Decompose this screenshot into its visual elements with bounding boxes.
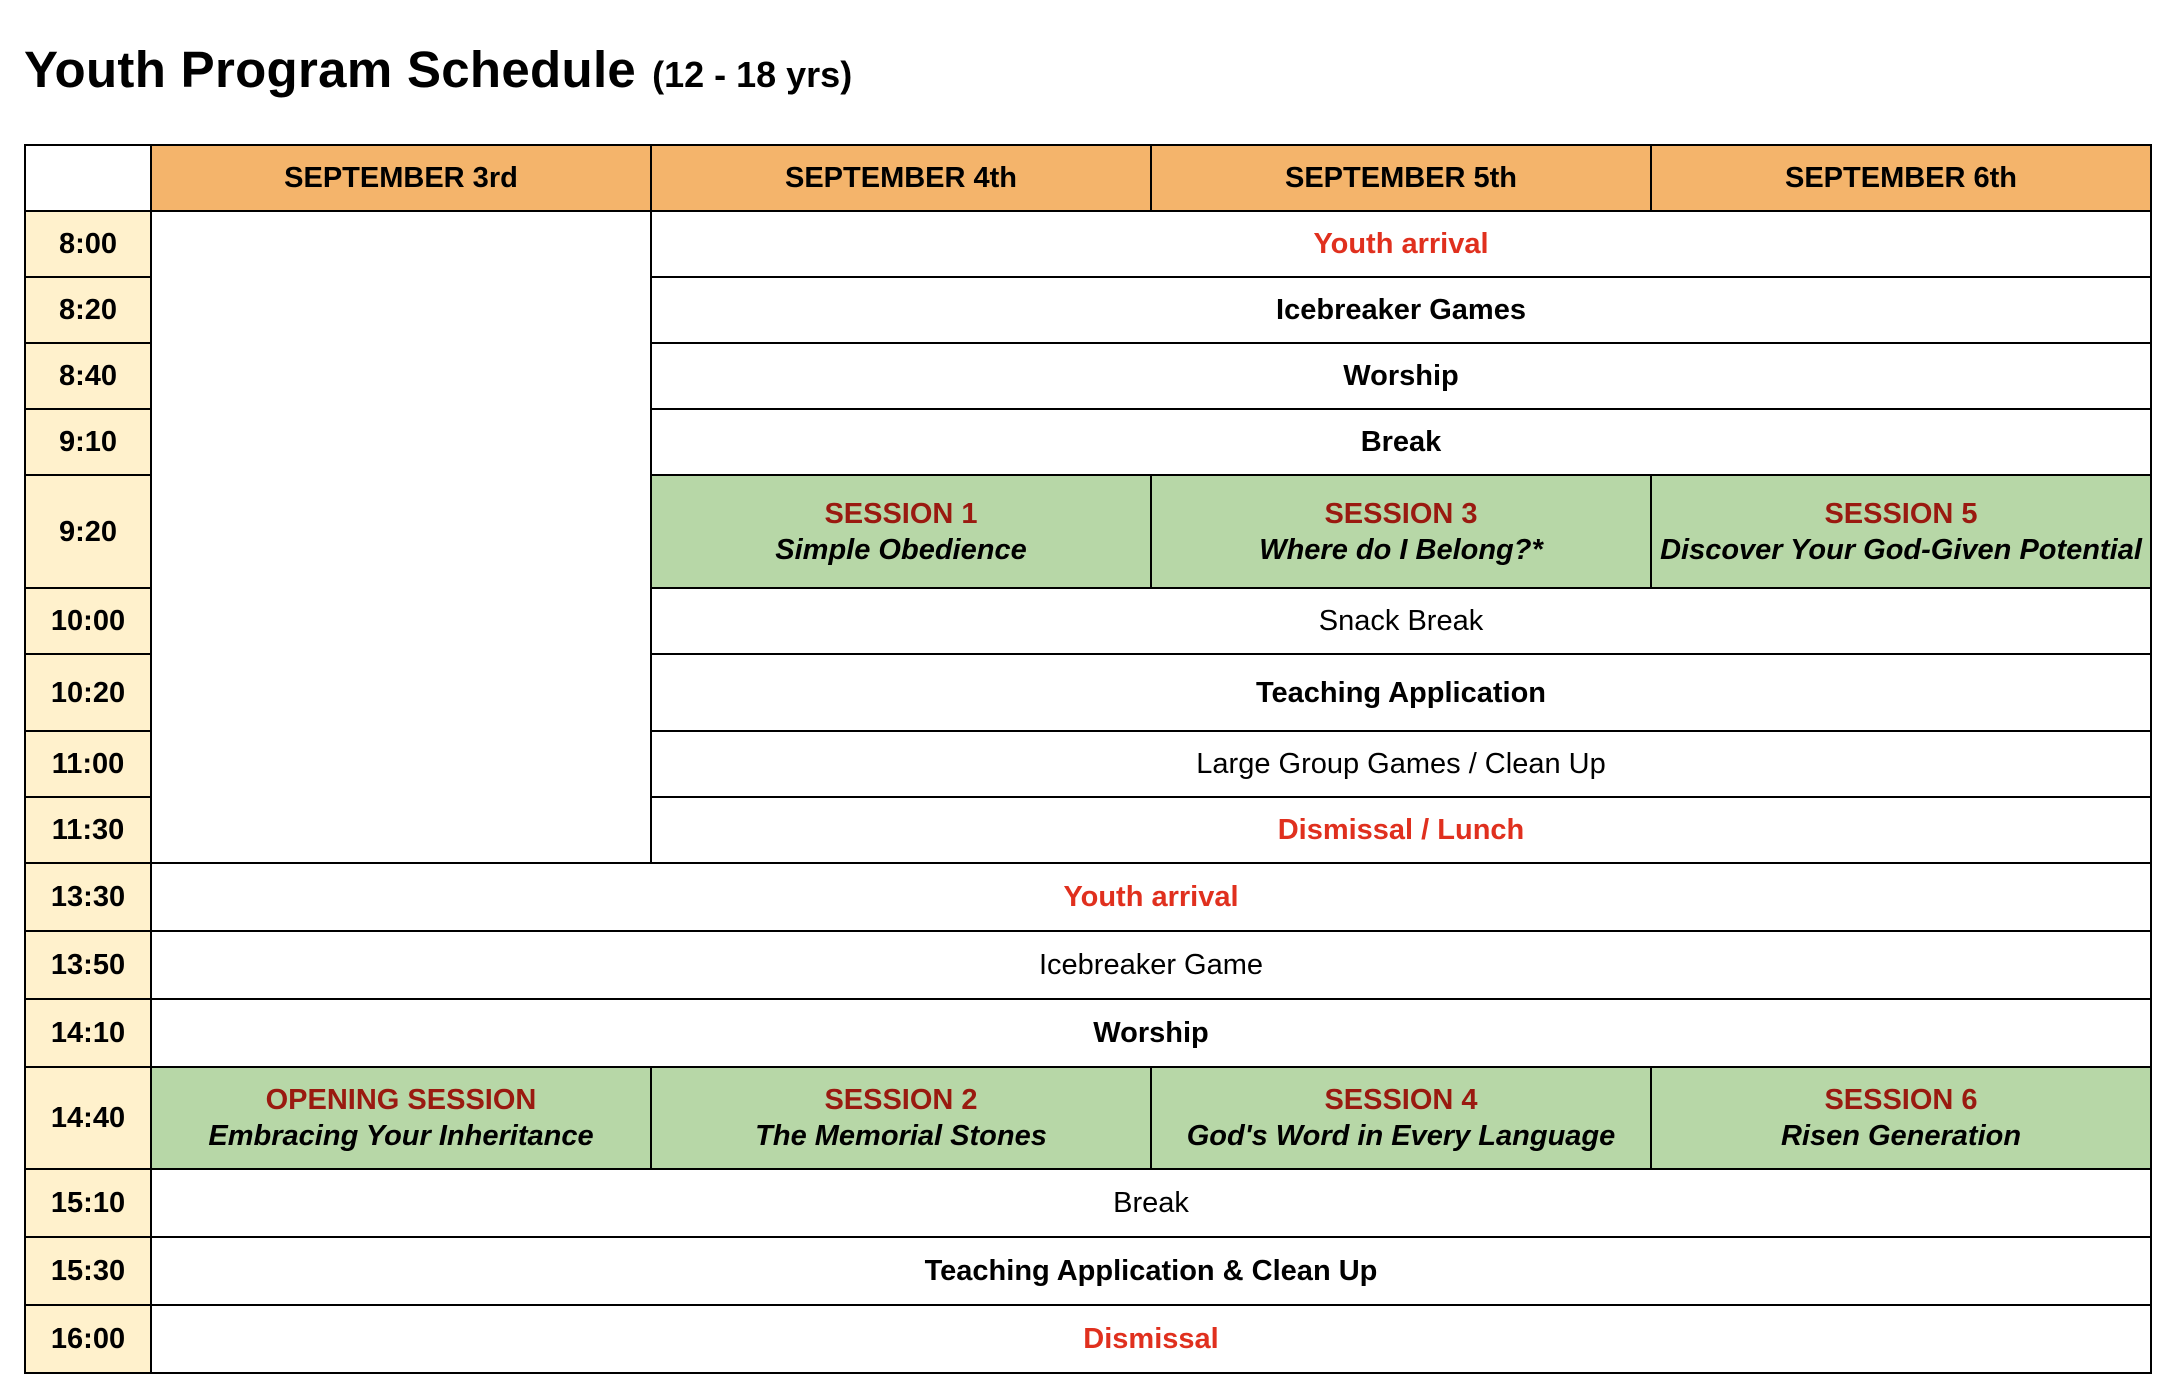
time-cell: 9:10 — [25, 409, 151, 475]
schedule-row — [25, 211, 2151, 277]
session-cell — [1651, 1067, 2151, 1169]
activity-cell: Break — [651, 409, 2151, 475]
time-cell: 15:30 — [25, 1237, 151, 1305]
session-title: Discover Your God-Given Potential — [1660, 533, 2142, 566]
session-title: Embracing Your Inheritance — [208, 1120, 594, 1152]
session-cell — [1151, 475, 1651, 588]
day-header-sept-5: SEPTEMBER 5th — [1151, 145, 1651, 211]
time-cell: 10:00 — [25, 588, 151, 654]
schedule-row — [25, 1237, 2151, 1305]
time-cell: 15:10 — [25, 1169, 151, 1237]
session-cell — [1651, 475, 2151, 588]
time-cell: 8:00 — [25, 211, 151, 277]
session-row — [25, 1067, 2151, 1169]
empty-morning-sept-3 — [151, 211, 651, 863]
session-cell — [651, 1067, 1151, 1169]
time-cell: 9:20 — [25, 475, 151, 588]
activity-cell: Snack Break — [651, 588, 2151, 654]
activity-cell: Dismissal — [151, 1305, 2151, 1373]
schedule-row — [25, 1305, 2151, 1373]
page-title: Youth Program Schedule — [24, 41, 637, 98]
time-cell: 11:30 — [25, 797, 151, 863]
activity-cell: Large Group Games / Clean Up — [651, 731, 2151, 797]
session-title: Where do I Belong?* — [1259, 533, 1543, 566]
time-cell: 10:20 — [25, 654, 151, 731]
session-title: The Memorial Stones — [755, 1120, 1047, 1152]
session-code: OPENING SESSION — [265, 1084, 537, 1116]
session-title: Risen Generation — [1780, 1120, 2022, 1152]
session-code: SESSION 6 — [1824, 1084, 1978, 1116]
session-code: SESSION 5 — [1824, 497, 1978, 530]
activity-cell: Worship — [151, 999, 2151, 1067]
activity-cell: Dismissal / Lunch — [651, 797, 2151, 863]
session-title: Simple Obedience — [775, 533, 1027, 566]
session-cell — [651, 475, 1151, 588]
session-code: SESSION 4 — [1324, 1084, 1478, 1116]
time-cell: 14:10 — [25, 999, 151, 1067]
activity-cell: Icebreaker Game — [151, 931, 2151, 999]
session-cell — [1151, 1067, 1651, 1169]
session-code: SESSION 3 — [1324, 497, 1478, 530]
schedule-table — [24, 144, 2152, 1374]
day-header-sept-4: SEPTEMBER 4th — [651, 145, 1151, 211]
schedule-row — [25, 863, 2151, 931]
time-cell: 11:00 — [25, 731, 151, 797]
schedule-row — [25, 999, 2151, 1067]
activity-cell: Youth arrival — [151, 863, 2151, 931]
activity-cell: Teaching Application — [651, 654, 2151, 731]
activity-cell: Break — [151, 1169, 2151, 1237]
activity-cell: Teaching Application & Clean Up — [151, 1237, 2151, 1305]
time-cell: 14:40 — [25, 1067, 151, 1169]
time-cell: 8:20 — [25, 277, 151, 343]
schedule-row — [25, 931, 2151, 999]
time-cell: 8:40 — [25, 343, 151, 409]
activity-cell: Worship — [651, 343, 2151, 409]
page-header — [24, 40, 852, 110]
session-code: SESSION 2 — [824, 1084, 978, 1116]
session-title: God's Word in Every Language — [1186, 1120, 1616, 1152]
day-header-sept-3: SEPTEMBER 3rd — [151, 145, 651, 211]
activity-cell: Youth arrival — [651, 211, 2151, 277]
session-cell — [151, 1067, 651, 1169]
activity-cell: Icebreaker Games — [651, 277, 2151, 343]
time-cell: 13:30 — [25, 863, 151, 931]
corner-cell — [25, 145, 151, 211]
time-cell: 13:50 — [25, 931, 151, 999]
page-subtitle: (12 - 18 yrs) — [652, 54, 853, 95]
day-header-sept-6: SEPTEMBER 6th — [1651, 145, 2151, 211]
day-header-row — [25, 145, 2151, 211]
schedule-row — [25, 1169, 2151, 1237]
session-code: SESSION 1 — [824, 497, 978, 530]
time-cell: 16:00 — [25, 1305, 151, 1373]
